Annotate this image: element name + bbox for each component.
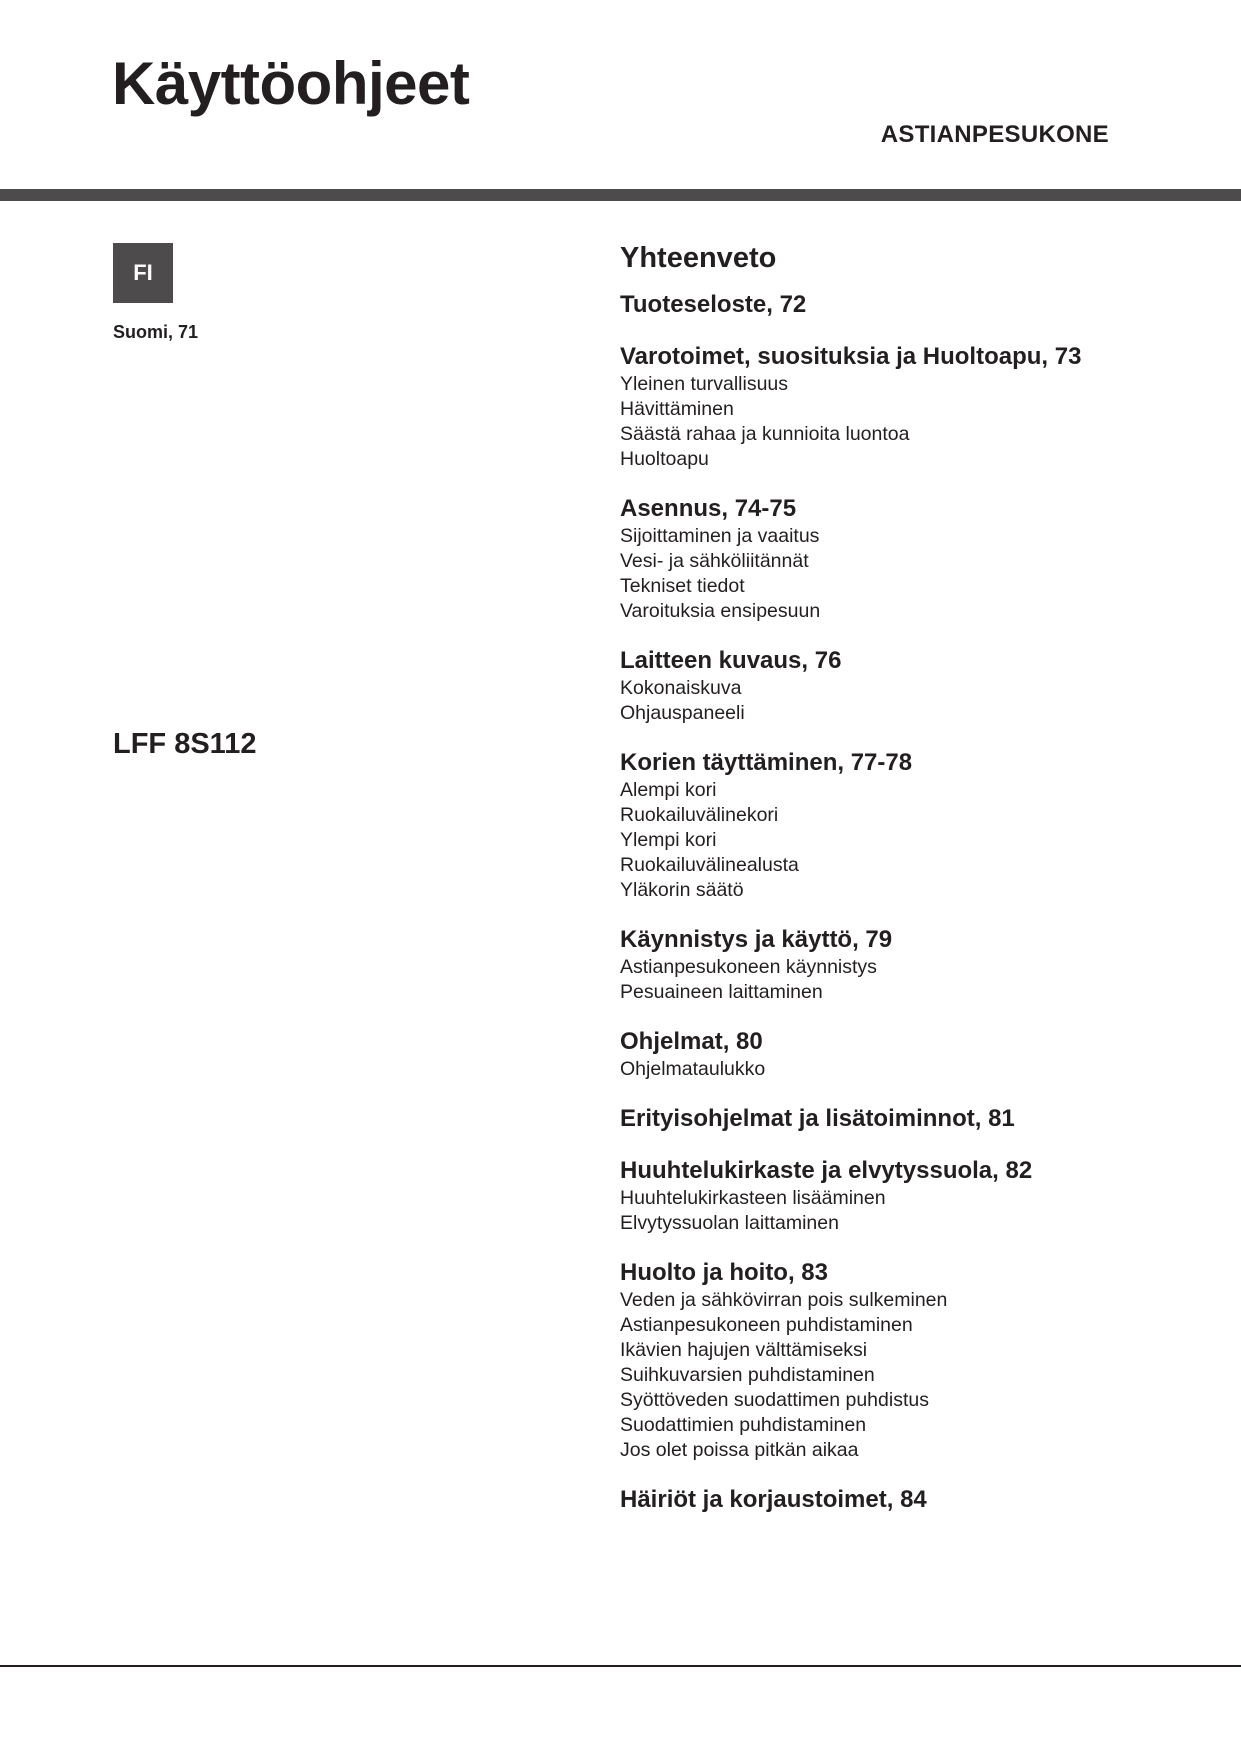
toc-subsection: Huoltoapu <box>620 448 709 470</box>
toc-subsection-list <box>620 524 1180 624</box>
toc-section-title: Huolto ja hoito, 83 <box>620 1259 828 1286</box>
toc-section-title: Asennus, 74-75 <box>620 495 797 522</box>
toc-heading: Yhteenveto <box>620 242 777 274</box>
toc-section <box>620 1027 1180 1082</box>
toc-subsection: Varoituksia ensipesuun <box>620 600 821 622</box>
toc-subsection: Yläkorin säätö <box>620 879 744 901</box>
toc-subsection: Astianpesukoneen käynnistys <box>620 956 877 978</box>
toc-section <box>620 1258 1180 1463</box>
toc-section-title: Huuhtelukirkaste ja elvytyssuola, 82 <box>620 1157 1033 1184</box>
toc-subsection: Pesuaineen laittaminen <box>620 981 823 1003</box>
toc-subsection: Säästä rahaa ja kunnioita luontoa <box>620 423 910 445</box>
toc-subsection: Elvytyssuolan laittaminen <box>620 1212 839 1234</box>
toc-subsection: Vesi- ja sähköliitännät <box>620 550 809 572</box>
toc-section-title: Korien täyttäminen, 77-78 <box>620 749 913 776</box>
toc-subsection-list <box>620 778 1180 903</box>
toc-section <box>620 1485 1180 1515</box>
toc-section-title: Laitteen kuvaus, 76 <box>620 647 842 674</box>
product-type: ASTIANPESUKONE <box>880 121 1109 148</box>
toc-subsection-list <box>620 1057 1180 1082</box>
toc-section-title: Häiriöt ja korjaustoimet, 84 <box>620 1486 927 1513</box>
toc-subsection: Ikävien hajujen välttämiseksi <box>620 1339 868 1361</box>
toc-section-title: Erityisohjelmat ja lisätoiminnot, 81 <box>620 1105 1015 1132</box>
toc-subsection: Astianpesukoneen puhdistaminen <box>620 1314 913 1336</box>
toc-subsection: Kokonaiskuva <box>620 677 742 699</box>
toc-subsection: Veden ja sähkövirran pois sulkeminen <box>620 1289 948 1311</box>
toc-subsection: Alempi kori <box>620 779 717 801</box>
page-title: Käyttöohjeet <box>112 50 470 117</box>
toc-subsection: Jos olet poissa pitkän aikaa <box>620 1439 859 1461</box>
toc-section-title: Ohjelmat, 80 <box>620 1028 763 1055</box>
toc-subsection: Ruokailuvälinekori <box>620 804 779 826</box>
toc-subsection: Sijoittaminen ja vaaitus <box>620 525 820 547</box>
toc-subsection: Tekniset tiedot <box>620 575 745 597</box>
toc-section-title: Tuoteseloste, 72 <box>620 291 807 318</box>
bottom-divider <box>0 1665 1241 1667</box>
toc-section <box>620 290 1180 320</box>
toc-subsection: Huuhtelukirkasteen lisääminen <box>620 1187 886 1209</box>
toc-subsection: Suodattimien puhdistaminen <box>620 1414 867 1436</box>
toc-section <box>620 1104 1180 1134</box>
language-badge: FI <box>113 243 173 303</box>
toc-section <box>620 646 1180 726</box>
toc-subsection-list <box>620 372 1180 472</box>
toc-section <box>620 1156 1180 1236</box>
toc-subsection-list <box>620 1186 1180 1236</box>
table-of-contents <box>620 240 1180 1537</box>
toc-subsection: Ruokailuvälinealusta <box>620 854 799 876</box>
toc-section-title: Varotoimet, suosituksia ja Huoltoapu, 73 <box>620 343 1082 370</box>
toc-subsection-list <box>620 955 1180 1005</box>
toc-section <box>620 748 1180 903</box>
toc-subsection: Hävittäminen <box>620 398 734 420</box>
toc-subsection: Syöttöveden suodattimen puhdistus <box>620 1389 929 1411</box>
model-number: LFF 8S112 <box>113 728 257 760</box>
toc-subsection: Ohjelmataulukko <box>620 1058 766 1080</box>
toc-subsection: Suihkuvarsien puhdistaminen <box>620 1364 875 1386</box>
toc-subsection-list <box>620 1288 1180 1463</box>
toc-subsection: Ylempi kori <box>620 829 717 851</box>
toc-subsection-list <box>620 676 1180 726</box>
top-divider <box>0 189 1241 201</box>
toc-subsection: Yleinen turvallisuus <box>620 373 789 395</box>
language-label: Suomi, 71 <box>113 322 199 342</box>
toc-section <box>620 494 1180 624</box>
toc-section <box>620 925 1180 1005</box>
toc-subsection: Ohjauspaneeli <box>620 702 745 724</box>
toc-section <box>620 342 1180 472</box>
toc-section-title: Käynnistys ja käyttö, 79 <box>620 926 893 953</box>
